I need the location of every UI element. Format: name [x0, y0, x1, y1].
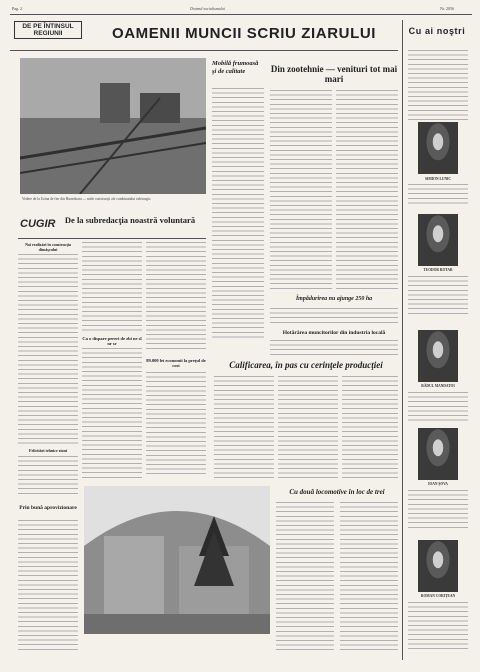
left-col-text-3 [18, 520, 78, 652]
zootehnie-text-1 [270, 90, 332, 290]
left-col-title-2: Felicitări tehnice zioni [29, 448, 67, 453]
mobila-title: Mobilă frumoasă şi de calitate [212, 60, 259, 75]
portrait-4-name: IOAN ȘOVA [428, 482, 448, 486]
right-text-1 [408, 50, 468, 120]
main-banner: OAMENII MUNCII SCRIU ZIARULUI [111, 25, 377, 42]
cugir-rule [18, 238, 206, 239]
right-header: Cu ai noştri [408, 26, 466, 36]
locomotive-title: Cu două locomotive în loc de trei [289, 488, 385, 496]
mobila-text [212, 88, 264, 338]
mid-text-4 [146, 372, 206, 478]
left-col-title-3: Prin bună aprovizionare [19, 505, 77, 511]
portrait-1 [418, 122, 458, 174]
portrait-1-name: SIMION LUNIC [424, 177, 452, 181]
portrait-5-name: ROMAN CORIȚEAN [420, 594, 456, 598]
hotaririle-title: Hotărârea muncitorilor din industria locală [282, 330, 386, 336]
portrait-4 [418, 428, 458, 480]
imputerniciri-text [270, 308, 398, 326]
portrait-3 [418, 330, 458, 382]
calificarea-title: Calificarea, în pas cu cerinţele producţiei [229, 360, 383, 370]
calificarea-text-1 [214, 376, 274, 482]
buildings-photo-image [84, 486, 270, 634]
mid-text-3 [146, 242, 206, 352]
cugir-title: De la subredacţia noastră voluntară [64, 215, 196, 225]
locomotive-text-1 [276, 502, 334, 652]
locomotive-text-2 [340, 502, 398, 652]
cugir-label: CUGIR [20, 218, 56, 230]
right-text-4 [408, 392, 468, 422]
mid-col-title-1: Ca o dispare pereri de zbi ne sl nr sr [82, 336, 142, 346]
right-col-rule [402, 20, 403, 660]
portrait-2 [418, 214, 458, 266]
portrait-2-name: TEODOR ROTAR [423, 268, 453, 272]
buildings-photo [84, 486, 270, 634]
head-rule [10, 14, 472, 15]
zootehnie-title: Din zootehnie — venituri tot mai mari [270, 64, 398, 84]
top-photo-caption: Vedere de la Uzina de fier din Hunedoara — noile construcţii ale combinatului siderurgic. [22, 197, 152, 201]
zootehnie-text-2 [336, 90, 398, 290]
right-text-5 [408, 490, 468, 530]
factory-photo-image [20, 58, 206, 194]
right-text-2 [408, 184, 468, 204]
hotaririle-text [270, 340, 398, 356]
left-col-text-2 [18, 456, 78, 496]
imputerniciri-title: Împădurirea nu ajunge 250 ha [295, 296, 373, 302]
mid-text-1 [82, 242, 142, 332]
portrait-5 [418, 540, 458, 592]
page-number: Pag. 2 [12, 6, 22, 11]
left-col-text-1 [18, 254, 78, 444]
issue-number: Nr. 2056 [440, 6, 454, 11]
calificarea-text-2 [278, 376, 338, 482]
calificarea-text-3 [342, 376, 398, 482]
portrait-3-name: RĂDUL MANDATOI [421, 384, 455, 388]
mid-text-2 [82, 348, 142, 478]
left-col-title-1: Noi realizări în construcţia dimăşcului [25, 242, 71, 252]
factory-photo [20, 58, 206, 194]
right-text-6 [408, 602, 468, 652]
section-box: DE PE ÎNTINSUL REGIUNII [14, 21, 82, 39]
masthead-rule [10, 50, 398, 51]
mid-col-title-2: 89.000 lei economii la preţul de cost [146, 358, 206, 368]
right-text-3 [408, 276, 468, 316]
paper-name: Drumul socialismului [190, 6, 225, 11]
